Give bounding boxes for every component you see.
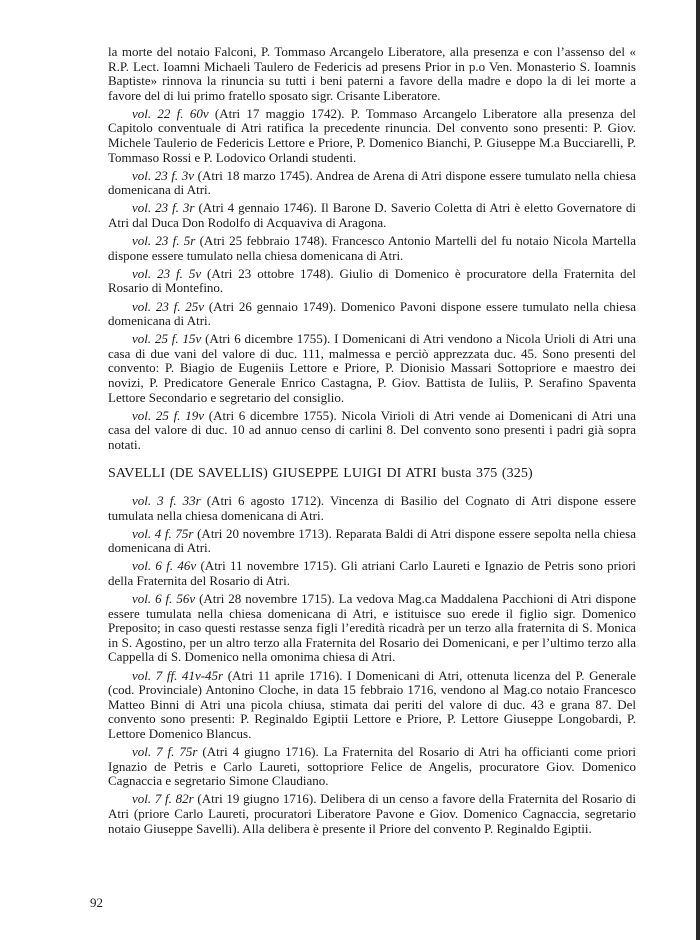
entry-reference: vol. 7 f. 75r: [132, 744, 198, 760]
entry-reference: vol. 7 ff. 41v-45r: [132, 667, 224, 683]
text-block: [108, 45, 636, 840]
entry-text: (Atri 23 ottobre 1748). Giulio di Domenico è procuratore della Fraternita del Rosario di Montefino.: [108, 265, 636, 296]
entry-text: (Atri 4 gennaio 1746). Il Barone D. Saverio Coletta di Atri è eletto Governatore di Atri dal Duca Don Rodolfo di Acquaviva di Aragona.: [108, 200, 636, 231]
entry-paragraph: [108, 267, 636, 296]
entry-text: (Atri 11 aprile 1716). I Domenicani di Atri, ottenuta licenza del P. Generale (cod. Provinciale) Antonino Cloche, in data 15 febbraio 1716, vendono al Mag.co notaio Francesco Matteo Binni di Atri una picola chiusa, stimata dai periti del valore di duc. 43 e grana 87. Del convento sono presenti: P. Reginaldo Egiptii Lettore e Priore, P. Lettore Giuseppe Longobardi, P. Lettore Domenico Blancus.: [108, 667, 636, 741]
entry-reference: vol. 23 f. 3v: [132, 167, 195, 183]
entry-text: (Atri 6 agosto 1712). Vincenza di Basilio del Cognato di Atri dispone essere tumulata nella chiesa domenicana di Atri.: [108, 493, 636, 523]
bottom-entries: [108, 494, 636, 836]
entry-reference: vol. 6 f. 56v: [132, 591, 196, 607]
entry-text: (Atri 20 novembre 1713). Reparata Baldi di Atri dispone essere sepolta nella chiesa domenicana di Atri.: [108, 525, 636, 556]
entry-reference: vol. 3 f. 33r: [132, 493, 201, 509]
entry-reference: vol. 25 f. 19v: [132, 407, 205, 423]
entry-text: la morte del notaio Falconi, P. Tommaso Arcangelo Liberatore, alla presenza e con l’assenso del « R.P. Lect. Ioamni Michaeli Taulero de Federicis ad presens Prior in p.o Ven. Monasterio S. Ioamnis Baptiste» rinnova la rinuncia su tutti i beni paterni a favore della madre e dopo la di lei morte a favore del di lui primo fratello sposato sigr. Crisante Liberatore.: [108, 44, 636, 103]
page-number: 92: [90, 895, 103, 910]
entry-text: (Atri 4 giugno 1716). La Fraternita del Rosario di Atri ha officianti come priori Ignazio de Petris e Carlo Laureti, sottopriore Felice de Angelis, procuratore Giov. Domenico Cagnaccia e segretario Simone Claudiano.: [108, 744, 637, 789]
section-heading: SAVELLI (DE SAVELLIS) GIUSEPPE LUIGI DI ATRI busta 375 (325): [108, 466, 533, 482]
entry-paragraph: [108, 669, 636, 742]
entry-paragraph: [108, 234, 636, 263]
entry-reference: vol. 25 f. 15v: [132, 331, 202, 347]
entry-paragraph: [108, 201, 636, 230]
entry-reference: vol. 23 f. 3r: [132, 200, 195, 216]
page-edge: [696, 0, 700, 940]
entry-paragraph: [108, 745, 636, 789]
entry-text: (Atri 26 gennaio 1749). Domenico Pavoni dispone essere tumulato nella chiesa domenicana di Atri.: [108, 298, 636, 329]
entry-paragraph: [108, 494, 636, 523]
entry-paragraph: [108, 559, 636, 588]
entry-text: (Atri 11 novembre 1715). Gli atriani Carlo Laureti e Ignazio de Petris sono priori della Fraternita del Rosario di Atri.: [108, 558, 637, 588]
entry-paragraph: [108, 332, 636, 405]
entry-reference: vol. 23 f. 5v: [132, 265, 202, 281]
entry-text: (Atri 19 giugno 1716). Delibera di un censo a favore della Fraternita del Rosario di Atri (priore Carlo Laureti, procuratori Liberatore Pavone e Giov. Domenico Cagnaccia, segretario notaio Giuseppe Savelli). Alla delibera è presente il Priore del convento P. Reginaldo Egiptii.: [108, 791, 637, 836]
entry-text: (Atri 18 marzo 1745). Andrea de Arena di Atri dispone essere tumulato nella chiesa domenicana di Atri.: [108, 167, 636, 198]
entry-reference: vol. 4 f. 75r: [132, 525, 194, 541]
entry-reference: vol. 23 f. 5r: [132, 233, 196, 249]
entry-text: (Atri 6 dicembre 1755). Nicola Virioli di Atri vende ai Domenicani di Atri una casa del valore di duc. 10 ad annuo censo di carlini 8. Del convento sono presenti i padri già sopra notati.: [108, 407, 636, 452]
entry-paragraph: [108, 527, 636, 556]
entry-reference: vol. 6 f. 46v: [132, 558, 197, 574]
entry-reference: vol. 22 f. 60v: [132, 105, 209, 121]
entry-paragraph: [108, 592, 636, 665]
entry-text: (Atri 17 maggio 1742). P. Tommaso Arcangelo Liberatore alla presenza del Capitolo conventuale di Atri ratifica la precedente rinuncia. Del convento sono presenti: P. Giov. Michele Taulerio de Federicis Lettore e Priore, P. Domenico Bianchi, P. Giuseppe M.a Bucciarelli, P. Tommaso Rossi e P. Lodovico Orlandi studenti.: [108, 105, 637, 165]
entry-paragraph: [108, 300, 636, 329]
entry-paragraph: [108, 409, 636, 453]
entry-text: (Atri 28 novembre 1715). La vedova Mag.ca Maddalena Pacchioni di Atri dispone essere tumulata nella chiesa domenicana di Atri, e istituisce suo erede il figlio sigr. Domenico Preposito; in caso questi restasse senza figli l’eredità ricadrà per un terzo alla fraternita di S. Monica in S. Agostino, per un altro terzo alla Fraternita del Rosario dei Domenicani, e per l’ultimo terzo alla Cappella di S. Domenico nella omonima chiesa di Atri.: [108, 591, 637, 665]
entry-paragraph: [108, 792, 636, 836]
entry-text: (Atri 6 dicembre 1755). I Domenicani di Atri vendono a Nicola Urioli di Atri una casa di due vani del valore di duc. 111, malmessa e perciò apprezzata duc. 45. Sono presenti del convento: P. Biagio de Eugeniis Lettore e Priore, P. Dionisio Massari Sottopriore e maestro dei novizi, P. Predicatore Generale Enrico Castagna, P. Giov. Battista de Iuliis, P. Serafino Spaventa Lettore Secondario e segretario del consiglio.: [108, 331, 636, 405]
top-entries: [108, 45, 636, 452]
entry-paragraph: [108, 45, 636, 103]
entry-paragraph: [108, 107, 636, 165]
entry-reference: vol. 23 f. 25v: [132, 298, 205, 314]
entry-text: (Atri 25 febbraio 1748). Francesco Antonio Martelli del fu notaio Nicola Martella dispone essere tumulato nella chiesa domenicana di Atri.: [108, 233, 636, 263]
entry-paragraph: [108, 169, 636, 198]
entry-reference: vol. 7 f. 82r: [132, 791, 194, 807]
